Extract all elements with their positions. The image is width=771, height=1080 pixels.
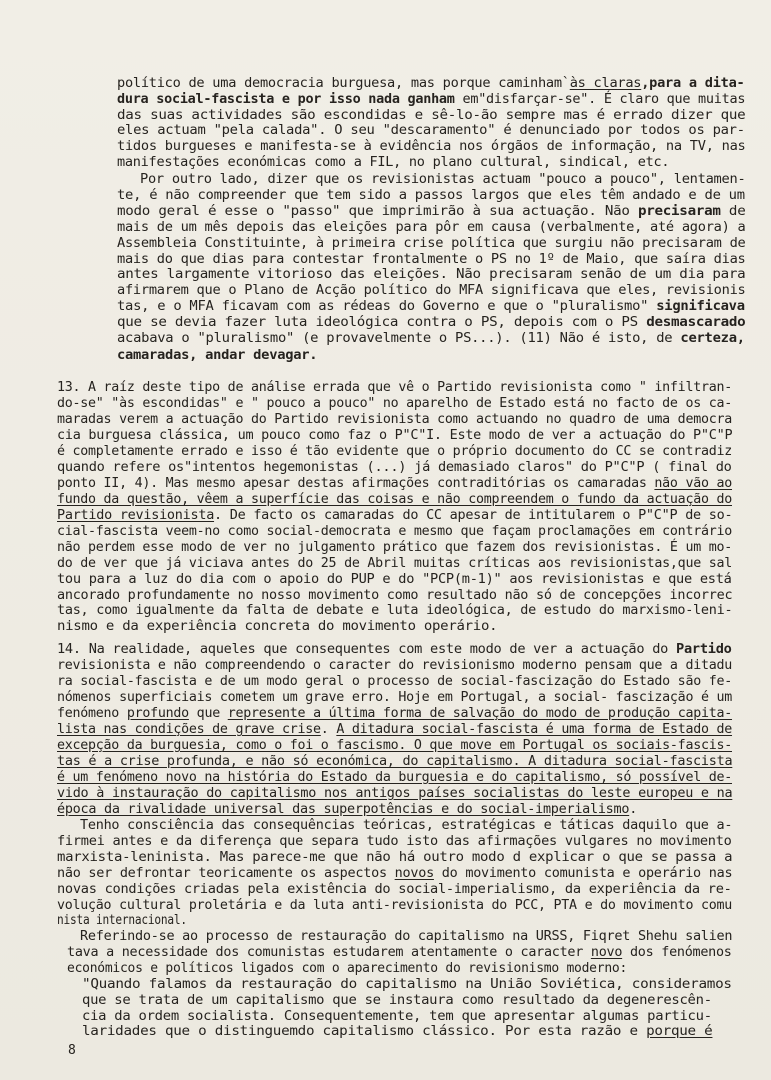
text-line [117,188,745,203]
text-line [57,380,732,395]
text-line [117,283,746,298]
text-line [57,706,732,721]
text-line [117,252,746,267]
text-line [57,770,732,785]
text-span: dura social-fascista e por isso nada ganham [117,92,455,107]
text-line [82,1009,712,1024]
text-line [57,658,732,673]
text-span: é completamente errado e isso é tão evidente que o próprio documento do CC se contradiz [57,444,732,459]
text-line [57,588,732,603]
text-line [117,92,745,107]
text-span: . [629,802,638,817]
text-line [82,1024,712,1039]
text-line [57,882,732,897]
text-span: firmei antes e da diferença que separa tudo isto das afirmações vulgares no movimento [57,834,732,849]
text-line [57,913,187,928]
text-span: nómenos superficiais cometem um grave erro. Hoje em Portugal, a social- fascização é um [57,690,732,705]
text-line [57,690,732,705]
text-span: afirmarem que o Plano de Acção político do MFA significava que eles, revisionis [117,283,746,298]
text-span: mais do que dias para contestar frontalmente o PS no 1º de Maio, que saíra dias [117,252,746,267]
text-span: certeza, [680,331,745,346]
text-span: lista nas condições de grave crise [57,722,321,737]
text-span: vido à instauração do capitalismo nos antigos países socialistas do leste europeu e na [57,786,733,801]
text-span: volução cultural proletária e da luta anti-revisionista do PCC, PTA e do movimento comu [57,898,732,913]
text-span: 14. Na realidade, aqueles que consequentes com este modo de ver a actuação do [57,642,677,657]
text-line [57,866,732,881]
text-span: do-se" "às escondidas" e " pouco a pouco" no aparelho de Estado está no facto de os ca- [57,396,732,411]
text-span: não vão ao [654,476,733,491]
text-span: nismo e da experiência concreta do movimento operário. [57,619,498,634]
text-line [117,108,745,123]
text-span: ponto II, 4). Mas mesmo apesar destas afirmações contraditórias os camaradas [57,476,655,491]
text-line [57,492,732,507]
text-span: de [720,204,746,219]
text-line [57,540,732,555]
text-span: nista internacional. [57,913,187,928]
text-span: ra social-fascista e de um modo geral o processo de social-fascização do Estado são fe- [57,674,732,689]
text-line [117,348,317,363]
text-line [67,961,627,976]
text-span: quando refere os"intentos hegemonistas (...) já demasiado claros" do P"C"P ( final do [57,460,732,475]
text-line [57,786,732,801]
text-span: precisaram [637,204,721,219]
text-span: mais de um mês depois das eleições para pôr em causa (verbalmente, até agora) a [117,220,746,235]
text-line [57,524,732,539]
text-line [80,818,732,833]
text-line [117,315,745,330]
text-line [67,945,732,960]
text-span: fundo da questão, vêem a superfície das coisas e não compreendem o fundo da actuação do [57,492,732,507]
text-line [57,460,732,475]
text-line [57,722,732,737]
text-span: desmascarado [646,315,746,330]
text-span: cial-fascista veem-no como social-democrata e mesmo que façam proclamações em contrário [57,524,732,539]
text-line [57,834,732,849]
text-span: antes largamente vitorioso das eleições. Não precisaram senão de um dia para [117,267,746,282]
text-span: Partido revisionista [57,508,215,523]
text-span: do de ver que já viciava antes do 25 de Abril muitas críticas aos revisionistas,que sal [57,556,732,571]
text-line [57,802,637,817]
text-span: tas, e o MFA ficavam com as rédeas do Governo e que o "pluralismo" [117,299,657,314]
text-span: político de uma democracia burguesa, mas porque caminham` [117,76,570,91]
text-span: "Quando falamos da restauração do capitalismo na União Soviética, consideramos [82,977,732,992]
text-span: que se devia fazer luta ideológica contra o PS, depois com o PS [117,315,647,330]
text-span: Referindo-se ao processo de restauração do capitalismo na URSS, Fiqret Shehu salien [80,929,733,944]
text-span: . [320,722,337,737]
text-line [57,898,732,913]
text-span: em"disfarçar-se". É claro que muitas [454,92,746,107]
text-span: ancorado profundamente no nosso movimento como resultado não só de concepções incorrec [57,588,733,603]
text-span: económicos e políticos ligados com o aparecimento do revisionismo moderno: [67,961,628,976]
text-span: dos fenómenos [622,945,732,960]
text-span: tas é a crise profunda, e não só económica, do capitalismo. A ditadura social-fascista [57,754,733,769]
text-line [82,977,732,992]
text-span: tidos burgueses e manifesta-se à evidência nos órgãos de informação, na TV, nas [117,139,746,154]
text-span: camaradas, andar devagar. [117,348,318,363]
text-span: novos [394,866,434,881]
text-span: significava [656,299,745,314]
text-line [57,754,732,769]
text-span: Por outro lado, dizer que os revisionistas actuam "pouco a pouco", lentamen- [140,172,746,187]
text-span: laridades que o distinguemdo capitalismo clássico. Por esta razão e [82,1024,647,1039]
text-line [57,850,732,865]
text-span: cia burguesa clássica, um pouco como faz o P"C"I. Este modo de ver a actuação do P"C"P [57,428,733,443]
text-span: é um fenómeno novo na história do Estado da burguesia e do capitalismo, só possível de- [57,770,732,785]
text-line [57,412,732,427]
text-line [140,172,745,187]
text-line [117,331,745,346]
text-line [82,993,712,1008]
text-line [57,603,732,618]
text-line [80,929,732,944]
text-span: fenómeno [57,706,127,721]
text-span: que se trata de um capitalismo que se instaura como resultado da degenerescên- [82,993,712,1008]
text-span: que [188,706,228,721]
text-line [57,674,732,689]
text-line [117,220,746,235]
text-line [117,299,745,314]
text-span: Assembleia Constituinte, à primeira crise política que surgiu não precisaram de [117,236,746,251]
text-line [57,396,732,411]
text-line [117,236,746,251]
text-line [57,508,732,523]
text-span: tou para a luz do dia com o apoio do PUP e do "PCP(m-1)" aos revisionistas e que está [57,572,732,587]
text-span: marxista-leninista. Mas parece-me que não há outro modo d explicar o que se passa a [57,850,733,865]
text-line [117,155,669,170]
text-span: 13. A raíz deste tipo de análise errada que vê o Partido revisionista como " infiltran- [57,380,732,395]
text-line [57,444,732,459]
text-line [57,619,497,634]
text-line [57,572,732,587]
text-span: te, é não compreender que tem sido a passos largos que eles têm andado e de um [117,188,745,203]
text-span: modo geral é esse o "passo" que imprimirão à sua actuação. Não [117,204,638,219]
text-span: época da rivalidade universal das superpotências e do social-imperialismo [57,802,630,817]
text-span: das suas actividades são escondidas e sê-lo-ão sempre mas é errado dizer que [117,108,746,123]
text-span: revisionista e não compreendendo o caracter do revisionismo moderno pensam que a ditadu [57,658,732,673]
text-line [117,267,745,282]
text-span: Partido [676,642,732,657]
text-line [57,476,732,491]
text-span: novas condições criadas pela existência do social-imperialismo, da experiência da re- [57,882,732,897]
text-span: excepção da burguesia, como o foi o fascismo. O que move em Portugal os sociais-fascis- [57,738,732,753]
text-span: . De facto os camaradas do CC apesar de intitularem o P"C"P de so- [214,508,733,523]
text-span: novo [590,945,623,960]
text-span: Tenho consciência das consequências teóricas, estratégicas e táticas daquilo que a- [80,818,733,833]
text-span: eles actuam "pela calada". O seu "descaramento" é denunciado por todos os par- [117,123,745,138]
text-span: tas, como igualmente da falta de debate e luta ideológica, de estudo do marxismo-leni- [57,603,733,618]
text-span: não perdem esse modo de ver no julgamento prático que fazem dos revisionistas. É um mo- [57,540,732,555]
text-line [117,76,744,91]
page-number: 8 [68,1043,76,1058]
text-span: porque é [646,1024,713,1039]
text-span: profundo [126,706,189,721]
text-span: ,para a dita- [641,76,745,91]
text-span: acabava o "pluralismo" (e provavelmente o PS...). (11) Não é isto, de [117,331,681,346]
text-span: A ditadura social-fascista é uma forma de Estado de [336,722,733,737]
text-span: cia da ordem socialista. Consequentemente, tem que apresentar algumas particu- [82,1009,712,1024]
text-span: do movimento comunista e operário nas [433,866,733,881]
text-span: represente a última forma de salvação do modo de produção capita- [227,706,733,721]
text-line [57,642,732,657]
text-line [57,738,732,753]
text-span: não ser defrontar teoricamente os aspectos [57,866,395,881]
text-line [57,428,732,443]
text-span: às claras [569,76,642,91]
text-line [117,204,745,219]
text-line [117,139,746,154]
text-span: maradas verem a actuação do Partido revisionista como actuando no quadro de uma democra [57,412,732,427]
text-span: manifestações económicas como a FIL, no plano cultural, sindical, etc. [117,155,670,170]
text-line [117,123,745,138]
text-span: tava a necessidade dos comunistas estudarem atentamente o caracter [67,945,591,960]
text-line [57,556,732,571]
